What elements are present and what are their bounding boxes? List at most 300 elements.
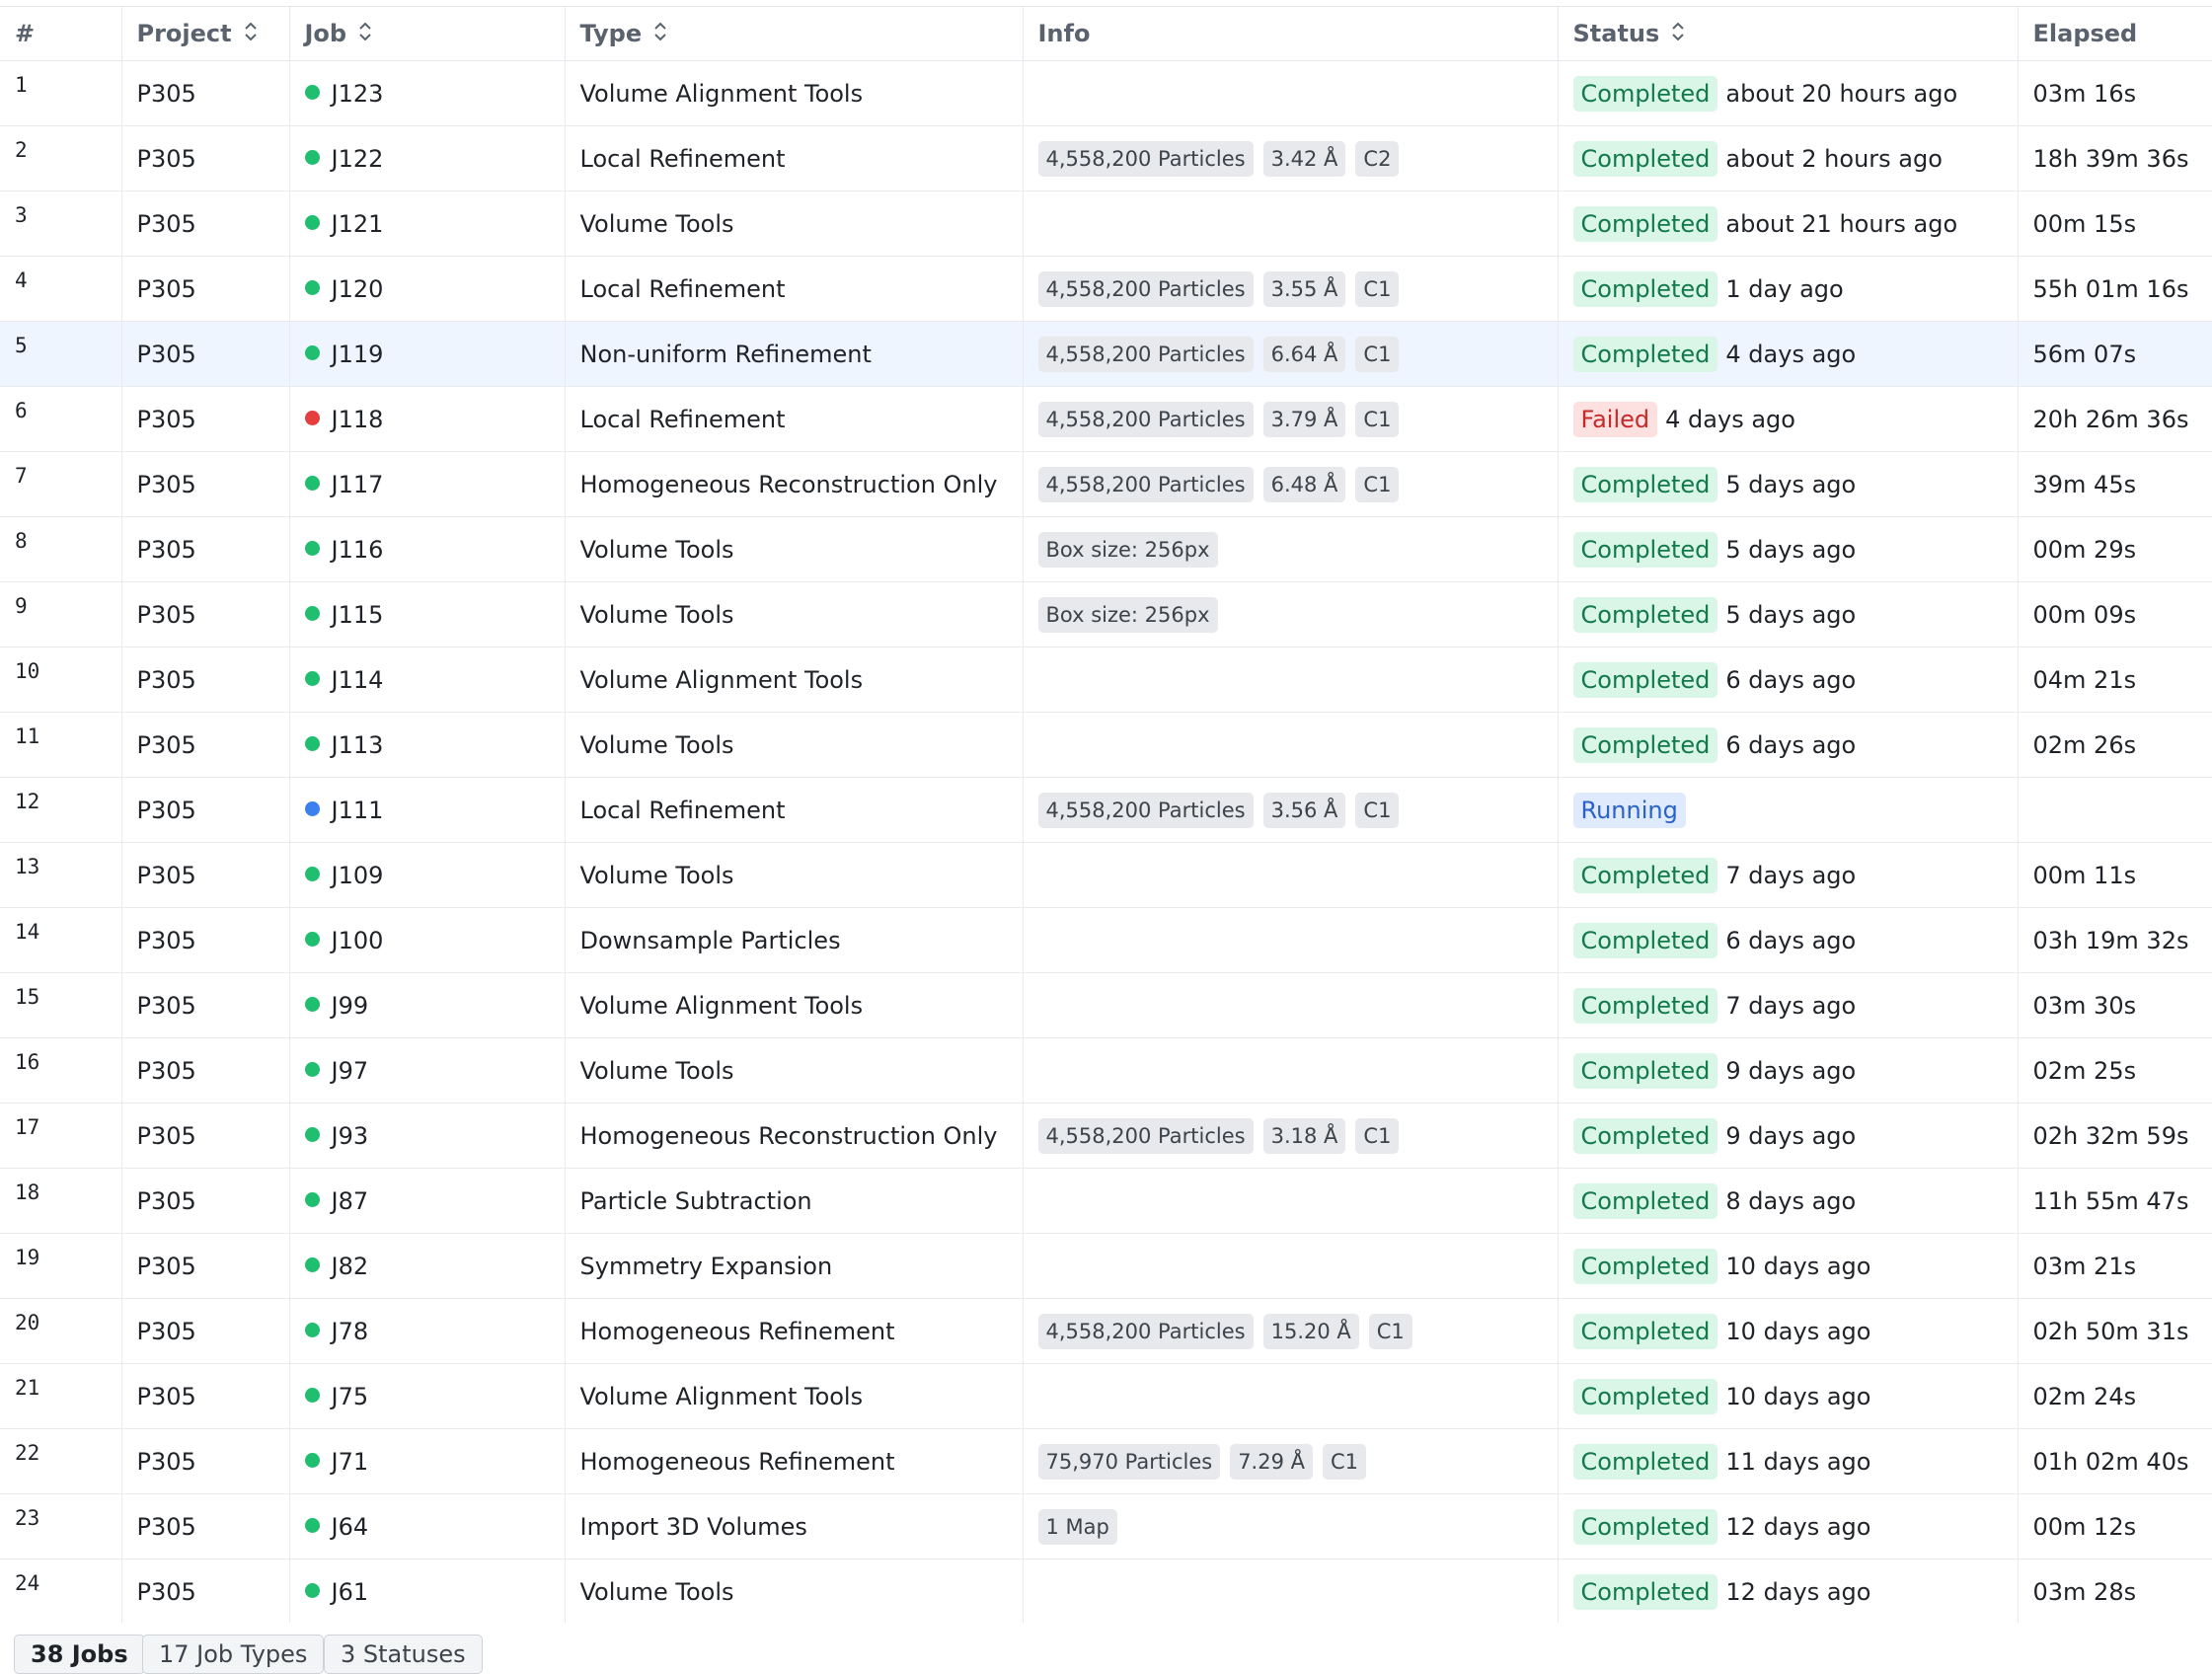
status-badge: Running xyxy=(1573,793,1686,828)
status-time: 4 days ago xyxy=(1665,405,1795,433)
statuses-chip[interactable]: 3 Statuses xyxy=(324,1635,483,1674)
status-cell xyxy=(1558,517,2018,582)
job-cell[interactable] xyxy=(289,1169,565,1234)
table-row[interactable] xyxy=(0,1494,2212,1560)
status-time: about 20 hours ago xyxy=(1725,79,1958,108)
job-type-cell[interactable]: Volume Alignment Tools xyxy=(565,647,1023,713)
info-cell xyxy=(1023,1038,1558,1103)
job-id[interactable]: J93 xyxy=(331,1121,369,1150)
info-cell xyxy=(1023,452,1558,517)
status-cell xyxy=(1558,582,2018,647)
job-id[interactable]: J121 xyxy=(331,209,384,238)
status-dot-icon xyxy=(305,801,320,816)
project-cell[interactable]: P305 xyxy=(121,778,289,843)
status-cell xyxy=(1558,1103,2018,1169)
header-type-label: Type xyxy=(579,19,643,47)
status-badge: Completed xyxy=(1573,206,1718,242)
job-cell[interactable] xyxy=(289,713,565,778)
info-cell xyxy=(1023,647,1558,713)
info-tag: 4,558,200 Particles xyxy=(1038,467,1254,502)
table-row[interactable] xyxy=(0,1299,2212,1364)
job-id[interactable]: J119 xyxy=(331,340,384,368)
status-time: 5 days ago xyxy=(1725,470,1857,498)
info-tag: C1 xyxy=(1355,337,1399,372)
info-cell xyxy=(1023,1364,1558,1429)
row-number: 19 xyxy=(0,1234,121,1299)
job-id[interactable]: J111 xyxy=(331,796,384,824)
job-id[interactable]: J114 xyxy=(331,665,384,694)
jobs-count-chip[interactable]: 38 Jobs xyxy=(14,1635,145,1674)
status-cell xyxy=(1558,1364,2018,1429)
status-time: 10 days ago xyxy=(1725,1252,1871,1280)
table-row[interactable] xyxy=(0,387,2212,452)
table-row[interactable] xyxy=(0,1234,2212,1299)
job-type-cell[interactable]: Volume Tools xyxy=(565,1038,1023,1103)
status-dot-icon xyxy=(305,476,320,491)
table-row[interactable] xyxy=(0,1560,2212,1624)
info-tag: 4,558,200 Particles xyxy=(1038,337,1254,372)
job-type-cell[interactable]: Homogeneous Refinement xyxy=(565,1429,1023,1494)
job-id[interactable]: J100 xyxy=(331,926,384,954)
header-job-label: Job xyxy=(304,19,347,47)
status-badge: Completed xyxy=(1573,532,1718,568)
sort-icon[interactable] xyxy=(653,21,667,48)
job-cell[interactable] xyxy=(289,843,565,908)
jobs-table xyxy=(0,6,2212,1623)
row-number: 5 xyxy=(0,322,121,387)
status-dot-icon xyxy=(305,1127,320,1142)
status-badge: Completed xyxy=(1573,271,1718,307)
header-elapsed-label: Elapsed xyxy=(2032,20,2138,47)
status-badge: Completed xyxy=(1573,1444,1718,1480)
status-badge: Completed xyxy=(1573,923,1718,958)
status-time: 7 days ago xyxy=(1725,861,1857,889)
job-type-cell[interactable]: Homogeneous Refinement xyxy=(565,1299,1023,1364)
job-type-cell[interactable]: Local Refinement xyxy=(565,387,1023,452)
table-row[interactable] xyxy=(0,778,2212,843)
project-cell[interactable]: P305 xyxy=(121,1103,289,1169)
status-dot-icon xyxy=(305,1192,320,1207)
project-cell[interactable]: P305 xyxy=(121,452,289,517)
row-number: 12 xyxy=(0,778,121,843)
info-cell xyxy=(1023,126,1558,191)
job-cell[interactable] xyxy=(289,1494,565,1560)
status-dot-icon xyxy=(305,671,320,686)
status-time: about 21 hours ago xyxy=(1725,209,1958,238)
header-project-label: Project xyxy=(136,19,232,47)
table-row[interactable] xyxy=(0,973,2212,1038)
table-row[interactable] xyxy=(0,843,2212,908)
info-tag: Box size: 256px xyxy=(1038,597,1218,633)
project-cell[interactable]: P305 xyxy=(121,1429,289,1494)
job-type-cell[interactable]: Volume Tools xyxy=(565,191,1023,257)
status-badge: Completed xyxy=(1573,1053,1718,1089)
elapsed-cell: 02m 26s xyxy=(2018,713,2212,778)
header-status-label: Status xyxy=(1572,19,1660,47)
job-type-cell[interactable]: Volume Alignment Tools xyxy=(565,61,1023,126)
project-cell[interactable]: P305 xyxy=(121,126,289,191)
info-cell xyxy=(1023,1299,1558,1364)
job-cell[interactable] xyxy=(289,1364,565,1429)
info-cell xyxy=(1023,322,1558,387)
info-tag: C1 xyxy=(1323,1444,1366,1480)
sort-icon[interactable] xyxy=(358,21,372,48)
job-id[interactable]: J87 xyxy=(331,1186,369,1215)
project-cell[interactable]: P305 xyxy=(121,713,289,778)
status-dot-icon xyxy=(305,606,320,621)
status-badge: Completed xyxy=(1573,597,1718,633)
status-cell xyxy=(1558,126,2018,191)
status-cell xyxy=(1558,257,2018,322)
job-cell[interactable] xyxy=(289,1038,565,1103)
job-cell[interactable] xyxy=(289,257,565,322)
info-tag: 3.79 Å xyxy=(1263,402,1346,437)
info-tag: 6.48 Å xyxy=(1263,467,1346,502)
job-id[interactable]: J120 xyxy=(331,274,384,303)
status-dot-icon xyxy=(305,85,320,100)
info-tag: 4,558,200 Particles xyxy=(1038,1118,1254,1154)
info-tag: 3.55 Å xyxy=(1263,271,1346,307)
status-badge: Failed xyxy=(1573,402,1658,437)
status-time: 8 days ago xyxy=(1725,1186,1857,1215)
sort-icon[interactable] xyxy=(244,21,258,48)
status-time: 9 days ago xyxy=(1725,1121,1857,1150)
sort-icon[interactable] xyxy=(1671,21,1685,48)
elapsed-cell xyxy=(2018,778,2212,843)
job-type-cell[interactable]: Volume Tools xyxy=(565,843,1023,908)
project-cell[interactable]: P305 xyxy=(121,1038,289,1103)
status-cell xyxy=(1558,387,2018,452)
status-badge: Completed xyxy=(1573,1574,1718,1610)
status-dot-icon xyxy=(305,1062,320,1077)
elapsed-cell: 02m 25s xyxy=(2018,1038,2212,1103)
job-id[interactable]: J117 xyxy=(331,470,384,498)
elapsed-cell: 56m 07s xyxy=(2018,322,2212,387)
status-cell xyxy=(1558,1429,2018,1494)
job-id[interactable]: J71 xyxy=(331,1447,369,1476)
job-id[interactable]: J82 xyxy=(331,1252,369,1280)
info-tag: C1 xyxy=(1355,1118,1399,1154)
project-cell[interactable]: P305 xyxy=(121,1560,289,1624)
status-dot-icon xyxy=(305,541,320,556)
job-cell[interactable] xyxy=(289,322,565,387)
info-tag: C1 xyxy=(1355,467,1399,502)
job-type-cell[interactable]: Volume Tools xyxy=(565,1560,1023,1624)
table-row[interactable] xyxy=(0,582,2212,647)
row-number: 10 xyxy=(0,647,121,713)
project-cell[interactable]: P305 xyxy=(121,257,289,322)
table-row[interactable] xyxy=(0,647,2212,713)
table-row[interactable] xyxy=(0,1429,2212,1494)
status-cell xyxy=(1558,1299,2018,1364)
project-cell[interactable]: P305 xyxy=(121,191,289,257)
elapsed-cell: 03m 16s xyxy=(2018,61,2212,126)
row-number: 15 xyxy=(0,973,121,1038)
info-cell xyxy=(1023,778,1558,843)
info-tag: 4,558,200 Particles xyxy=(1038,1314,1254,1349)
header-type[interactable] xyxy=(565,7,1023,61)
status-badge: Completed xyxy=(1573,858,1718,893)
table-row[interactable] xyxy=(0,713,2212,778)
status-cell xyxy=(1558,973,2018,1038)
elapsed-cell: 00m 12s xyxy=(2018,1494,2212,1560)
info-cell xyxy=(1023,908,1558,973)
table-row[interactable] xyxy=(0,257,2212,322)
status-time: 6 days ago xyxy=(1725,665,1857,694)
row-number: 24 xyxy=(0,1560,121,1624)
status-time: about 2 hours ago xyxy=(1725,144,1943,173)
status-cell xyxy=(1558,1494,2018,1560)
info-tag: 75,970 Particles xyxy=(1038,1444,1221,1480)
status-badge: Completed xyxy=(1573,662,1718,698)
status-badge: Completed xyxy=(1573,1379,1718,1414)
header-num xyxy=(0,7,121,61)
table-row[interactable] xyxy=(0,61,2212,126)
job-cell[interactable] xyxy=(289,1429,565,1494)
elapsed-cell: 18h 39m 36s xyxy=(2018,126,2212,191)
row-number: 21 xyxy=(0,1364,121,1429)
project-cell[interactable]: P305 xyxy=(121,387,289,452)
job-type-cell[interactable]: Downsample Particles xyxy=(565,908,1023,973)
job-cell[interactable] xyxy=(289,387,565,452)
elapsed-cell: 03m 28s xyxy=(2018,1560,2212,1624)
status-badge: Completed xyxy=(1573,1249,1718,1284)
job-cell[interactable] xyxy=(289,647,565,713)
job-type-cell[interactable]: Volume Tools xyxy=(565,713,1023,778)
project-cell[interactable]: P305 xyxy=(121,1494,289,1560)
info-tag: 1 Map xyxy=(1038,1509,1117,1545)
status-dot-icon xyxy=(305,1518,320,1533)
project-cell[interactable]: P305 xyxy=(121,1234,289,1299)
elapsed-cell: 00m 09s xyxy=(2018,582,2212,647)
row-number: 3 xyxy=(0,191,121,257)
elapsed-cell: 03m 30s xyxy=(2018,973,2212,1038)
job-type-cell[interactable]: Volume Tools xyxy=(565,517,1023,582)
job-type-cell[interactable]: Volume Alignment Tools xyxy=(565,973,1023,1038)
table-row[interactable] xyxy=(0,1169,2212,1234)
status-time: 5 days ago xyxy=(1725,600,1857,629)
elapsed-cell: 00m 15s xyxy=(2018,191,2212,257)
job-cell[interactable] xyxy=(289,1103,565,1169)
status-time: 10 days ago xyxy=(1725,1317,1871,1345)
job-cell[interactable] xyxy=(289,126,565,191)
jobs-table-container xyxy=(0,6,2212,1623)
job-type-cell[interactable]: Local Refinement xyxy=(565,126,1023,191)
job-cell[interactable] xyxy=(289,191,565,257)
elapsed-cell: 00m 11s xyxy=(2018,843,2212,908)
info-cell xyxy=(1023,387,1558,452)
project-cell[interactable]: P305 xyxy=(121,61,289,126)
info-tag: 4,558,200 Particles xyxy=(1038,141,1254,177)
job-cell[interactable] xyxy=(289,1299,565,1364)
project-cell[interactable]: P305 xyxy=(121,1299,289,1364)
job-cell[interactable] xyxy=(289,61,565,126)
job-type-cell[interactable]: Volume Alignment Tools xyxy=(565,1364,1023,1429)
info-tag: 15.20 Å xyxy=(1263,1314,1359,1349)
info-cell xyxy=(1023,1494,1558,1560)
job-id[interactable]: J99 xyxy=(331,991,369,1020)
job-id[interactable]: J75 xyxy=(331,1382,369,1410)
header-status[interactable] xyxy=(1558,7,2018,61)
info-cell xyxy=(1023,973,1558,1038)
job-id[interactable]: J97 xyxy=(331,1056,369,1085)
info-tag: 4,558,200 Particles xyxy=(1038,793,1254,828)
job-type-cell[interactable]: Homogeneous Reconstruction Only xyxy=(565,452,1023,517)
job-cell[interactable] xyxy=(289,908,565,973)
status-dot-icon xyxy=(305,1453,320,1468)
info-cell xyxy=(1023,713,1558,778)
table-body xyxy=(0,61,2212,1624)
job-id[interactable]: J118 xyxy=(331,405,384,433)
row-number: 18 xyxy=(0,1169,121,1234)
info-tag: C1 xyxy=(1355,402,1399,437)
job-id[interactable]: J64 xyxy=(331,1512,369,1541)
info-tag: C2 xyxy=(1355,141,1399,177)
project-cell[interactable]: P305 xyxy=(121,1364,289,1429)
status-badge: Completed xyxy=(1573,1118,1718,1154)
job-type-cell[interactable]: Local Refinement xyxy=(565,257,1023,322)
info-cell xyxy=(1023,257,1558,322)
status-cell xyxy=(1558,908,2018,973)
row-number: 17 xyxy=(0,1103,121,1169)
elapsed-cell: 39m 45s xyxy=(2018,452,2212,517)
job-id[interactable]: J113 xyxy=(331,730,384,759)
job-type-cell[interactable]: Volume Tools xyxy=(565,582,1023,647)
job-cell[interactable] xyxy=(289,452,565,517)
status-time: 12 days ago xyxy=(1725,1577,1871,1606)
project-cell[interactable]: P305 xyxy=(121,582,289,647)
info-cell xyxy=(1023,517,1558,582)
status-time: 10 days ago xyxy=(1725,1382,1871,1410)
status-cell xyxy=(1558,61,2018,126)
table-row[interactable] xyxy=(0,126,2212,191)
row-number: 23 xyxy=(0,1494,121,1560)
elapsed-cell: 02h 32m 59s xyxy=(2018,1103,2212,1169)
status-cell xyxy=(1558,1560,2018,1624)
status-dot-icon xyxy=(305,867,320,881)
status-cell xyxy=(1558,1234,2018,1299)
status-dot-icon xyxy=(305,1583,320,1598)
project-cell[interactable]: P305 xyxy=(121,517,289,582)
status-badge: Completed xyxy=(1573,727,1718,763)
table-header-row xyxy=(0,7,2212,61)
job-cell[interactable] xyxy=(289,582,565,647)
project-cell[interactable]: P305 xyxy=(121,322,289,387)
status-cell xyxy=(1558,322,2018,387)
table-row[interactable] xyxy=(0,1038,2212,1103)
table-row[interactable] xyxy=(0,322,2212,387)
job-id[interactable]: J109 xyxy=(331,861,384,889)
project-cell[interactable]: P305 xyxy=(121,908,289,973)
info-tag: Box size: 256px xyxy=(1038,532,1218,568)
job-id[interactable]: J122 xyxy=(331,144,384,173)
job-id[interactable]: J61 xyxy=(331,1577,369,1606)
status-dot-icon xyxy=(305,150,320,165)
status-dot-icon xyxy=(305,1388,320,1403)
table-row[interactable] xyxy=(0,1364,2212,1429)
status-time: 9 days ago xyxy=(1725,1056,1857,1085)
table-row[interactable] xyxy=(0,908,2212,973)
job-type-cell[interactable]: Symmetry Expansion xyxy=(565,1234,1023,1299)
job-cell[interactable] xyxy=(289,973,565,1038)
elapsed-cell: 20h 26m 36s xyxy=(2018,387,2212,452)
job-cell[interactable] xyxy=(289,778,565,843)
status-cell xyxy=(1558,191,2018,257)
status-dot-icon xyxy=(305,411,320,425)
job-types-chip[interactable]: 17 Job Types xyxy=(142,1635,324,1674)
status-cell xyxy=(1558,778,2018,843)
info-tag: C1 xyxy=(1355,271,1399,307)
job-id[interactable]: J116 xyxy=(331,535,384,564)
job-type-cell[interactable]: Import 3D Volumes xyxy=(565,1494,1023,1560)
job-type-cell[interactable]: Particle Subtraction xyxy=(565,1169,1023,1234)
table-row[interactable] xyxy=(0,517,2212,582)
job-type-cell[interactable]: Homogeneous Reconstruction Only xyxy=(565,1103,1023,1169)
project-cell[interactable]: P305 xyxy=(121,843,289,908)
status-cell xyxy=(1558,452,2018,517)
job-cell[interactable] xyxy=(289,1234,565,1299)
info-tag: 3.42 Å xyxy=(1263,141,1346,177)
header-project[interactable] xyxy=(121,7,289,61)
status-dot-icon xyxy=(305,215,320,230)
row-number: 6 xyxy=(0,387,121,452)
header-info-label: Info xyxy=(1037,20,1091,47)
job-id[interactable]: J115 xyxy=(331,600,384,629)
status-time: 5 days ago xyxy=(1725,535,1857,564)
status-dot-icon xyxy=(305,997,320,1012)
info-cell xyxy=(1023,191,1558,257)
table-row[interactable] xyxy=(0,1103,2212,1169)
header-info xyxy=(1023,7,1558,61)
status-badge: Completed xyxy=(1573,988,1718,1024)
info-tag: 3.56 Å xyxy=(1263,793,1346,828)
info-tag: 4,558,200 Particles xyxy=(1038,402,1254,437)
info-tag: 7.29 Å xyxy=(1230,1444,1313,1480)
job-id[interactable]: J78 xyxy=(331,1317,369,1345)
job-type-cell[interactable]: Local Refinement xyxy=(565,778,1023,843)
status-badge: Completed xyxy=(1573,141,1718,177)
status-badge: Completed xyxy=(1573,1509,1718,1545)
row-number: 22 xyxy=(0,1429,121,1494)
row-number: 1 xyxy=(0,61,121,126)
elapsed-cell: 00m 29s xyxy=(2018,517,2212,582)
job-type-cell[interactable]: Non-uniform Refinement xyxy=(565,322,1023,387)
header-job[interactable] xyxy=(289,7,565,61)
project-cell[interactable]: P305 xyxy=(121,647,289,713)
table-row[interactable] xyxy=(0,452,2212,517)
status-dot-icon xyxy=(305,280,320,295)
row-number: 13 xyxy=(0,843,121,908)
job-cell[interactable] xyxy=(289,1560,565,1624)
row-number: 2 xyxy=(0,126,121,191)
status-cell xyxy=(1558,843,2018,908)
elapsed-cell: 11h 55m 47s xyxy=(2018,1169,2212,1234)
info-cell xyxy=(1023,1103,1558,1169)
project-cell[interactable]: P305 xyxy=(121,1169,289,1234)
job-id[interactable]: J123 xyxy=(331,79,384,108)
status-time: 12 days ago xyxy=(1725,1512,1871,1541)
row-number: 8 xyxy=(0,517,121,582)
info-cell xyxy=(1023,1169,1558,1234)
project-cell[interactable]: P305 xyxy=(121,973,289,1038)
status-time: 7 days ago xyxy=(1725,991,1857,1020)
info-tag: 3.18 Å xyxy=(1263,1118,1346,1154)
status-time: 4 days ago xyxy=(1725,340,1857,368)
row-number: 16 xyxy=(0,1038,121,1103)
table-row[interactable] xyxy=(0,191,2212,257)
status-badge: Completed xyxy=(1573,1314,1718,1349)
job-cell[interactable] xyxy=(289,517,565,582)
